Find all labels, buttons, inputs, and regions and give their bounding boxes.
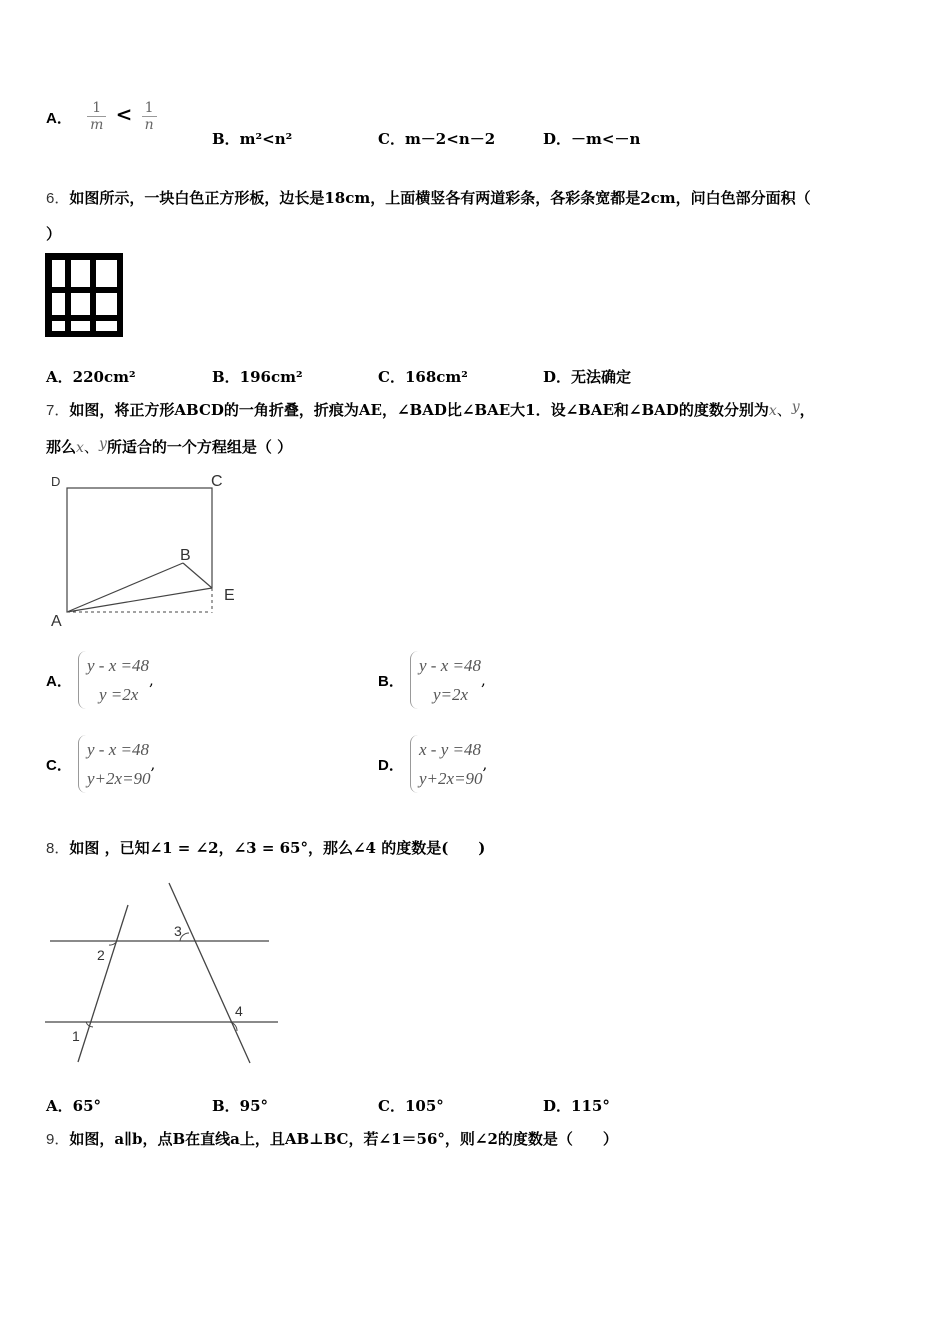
- q7-option-a-eq1: y - x =48: [87, 656, 149, 675]
- q7-line2-pre: 那么: [46, 438, 77, 456]
- q5-option-d[interactable]: D．－m<－n: [543, 130, 641, 148]
- q5-option-a-label: A．: [46, 109, 72, 127]
- q6-text: 如图所示，一块白色正方形板，边长是18cm，上面横竖各有两道彩条，各彩条宽都是2cm，问白色部分面积（: [69, 189, 811, 207]
- q8-text: 如图 ，已知∠1 = ∠2，∠3 = 65°，那么∠4 的度数是( ): [69, 839, 486, 857]
- q6-white-cell: [71, 321, 90, 331]
- q7-option-c-trail: ,: [150, 755, 156, 773]
- q5-fraction-2-den: n: [144, 117, 154, 133]
- q6-white-cell: [96, 260, 117, 287]
- q6-white-cell: [52, 260, 65, 287]
- q7-line2-post: 所适合的一个方程组是（ ）: [106, 438, 293, 456]
- q5-fraction-1-den: m: [90, 117, 104, 133]
- q8-label-3: 3: [174, 923, 182, 939]
- q8-option-d[interactable]: D．115°: [543, 1097, 610, 1115]
- q7-text: 如图，将正方形ABCD的一角折叠，折痕为AE，∠BAD比∠BAE大1．设∠BAE和∠BAD的度数分别为: [69, 401, 769, 419]
- q7-option-a-eq2: y =2x: [99, 685, 139, 704]
- q6-number: 6．: [46, 190, 70, 207]
- q7-option-b-system: [410, 651, 481, 709]
- q7-line2-var-x: x: [76, 440, 84, 456]
- q7-option-c-label: C．: [46, 756, 72, 774]
- q7-label-c: C: [211, 473, 223, 490]
- q7-comma: ，: [799, 401, 815, 419]
- q7-number: 7．: [46, 402, 70, 419]
- q7-option-b-eq1: y - x =48: [419, 656, 481, 675]
- q6-stem-cont: ）: [46, 225, 62, 243]
- q8-label-2: 2: [97, 947, 105, 963]
- q7-option-d-eq2: y+2x=90: [419, 769, 483, 788]
- q7-var-y: y: [791, 399, 800, 415]
- q5-fraction-1-num: 1: [87, 100, 106, 117]
- q6-option-d[interactable]: D．无法确定: [543, 368, 632, 386]
- q7-segment-ab: [67, 563, 183, 612]
- q7-option-d-label: D．: [378, 756, 404, 774]
- q5-option-a[interactable]: [46, 100, 157, 150]
- q6-option-c[interactable]: C．168cm²: [378, 368, 468, 386]
- q7-stem-line2: [46, 436, 292, 457]
- q6-stem: [46, 187, 811, 208]
- q7-label-e: E: [224, 587, 235, 604]
- q8-label-1: 1: [72, 1028, 80, 1044]
- q7-option-d-trail: ,: [482, 755, 488, 773]
- q5-option-c[interactable]: C．m－2<n－2: [378, 130, 496, 148]
- q5-fraction-2-num: 1: [142, 100, 157, 117]
- q5-less-than: <: [115, 101, 133, 126]
- q6-white-cell: [52, 293, 65, 315]
- q9-number: 9．: [46, 1131, 70, 1148]
- q7-segment-be: [183, 563, 212, 588]
- q7-option-a[interactable]: [46, 651, 154, 709]
- q7-separator: 、: [776, 401, 792, 419]
- q6-option-a[interactable]: A．220cm²: [46, 368, 136, 386]
- q8-parallel-lines-figure: [40, 875, 285, 1075]
- q8-left-transversal: [78, 905, 128, 1062]
- q7-option-c-eq2: y+2x=90: [87, 769, 151, 788]
- q7-option-b-eq2: y=2x: [433, 685, 469, 704]
- q9-stem: [46, 1128, 618, 1149]
- q7-option-d-system: [410, 735, 483, 793]
- q7-option-b[interactable]: [378, 651, 486, 709]
- q6-option-b[interactable]: B．196cm²: [212, 368, 303, 386]
- q8-right-transversal: [169, 883, 250, 1063]
- q8-option-c[interactable]: C．105°: [378, 1097, 444, 1115]
- q6-white-cell: [96, 293, 117, 315]
- q7-option-c-system: [78, 735, 151, 793]
- q7-stem: [46, 399, 815, 420]
- q7-option-a-system: [78, 651, 149, 709]
- q6-white-cell: [71, 260, 90, 287]
- q8-stem: [46, 837, 485, 858]
- q7-label-d: D: [51, 474, 61, 489]
- q8-label-4: 4: [235, 1003, 243, 1019]
- q9-text: 如图，a∥b，点B在直线a上，且AB⊥BC，若∠1＝56°，则∠2的度数是（ ）: [69, 1130, 618, 1148]
- q7-option-d-eq1: x - y =48: [419, 740, 481, 759]
- q6-square-board-figure: [45, 253, 123, 337]
- q6-white-cell: [52, 321, 65, 331]
- q8-option-b[interactable]: B．95°: [212, 1097, 269, 1115]
- q7-option-c[interactable]: [46, 735, 155, 793]
- q7-var-x: x: [768, 403, 777, 419]
- q6-white-cell: [96, 321, 117, 331]
- q5-fraction-2: [142, 100, 157, 133]
- q7-option-a-label: A．: [46, 672, 72, 690]
- q7-label-a: A: [51, 613, 62, 630]
- q7-label-b: B: [180, 547, 191, 564]
- q7-option-a-trail: ,: [148, 671, 154, 689]
- q7-option-d[interactable]: [378, 735, 487, 793]
- q7-option-b-trail: ,: [480, 671, 486, 689]
- q7-option-b-label: B．: [378, 672, 404, 690]
- q8-option-a[interactable]: A．65°: [46, 1097, 102, 1115]
- q5-fraction-1: [87, 100, 106, 133]
- q7-option-c-eq1: y - x =48: [87, 740, 149, 759]
- q6-white-cell: [71, 293, 90, 315]
- q5-option-b[interactable]: B．m²<n²: [212, 130, 293, 148]
- q7-segment-ae: [67, 588, 212, 612]
- q7-line2-var-y: y: [98, 436, 107, 452]
- q7-folded-square-figure: [45, 470, 245, 630]
- q8-number: 8．: [46, 840, 70, 857]
- q7-line2-separator: 、: [83, 438, 99, 456]
